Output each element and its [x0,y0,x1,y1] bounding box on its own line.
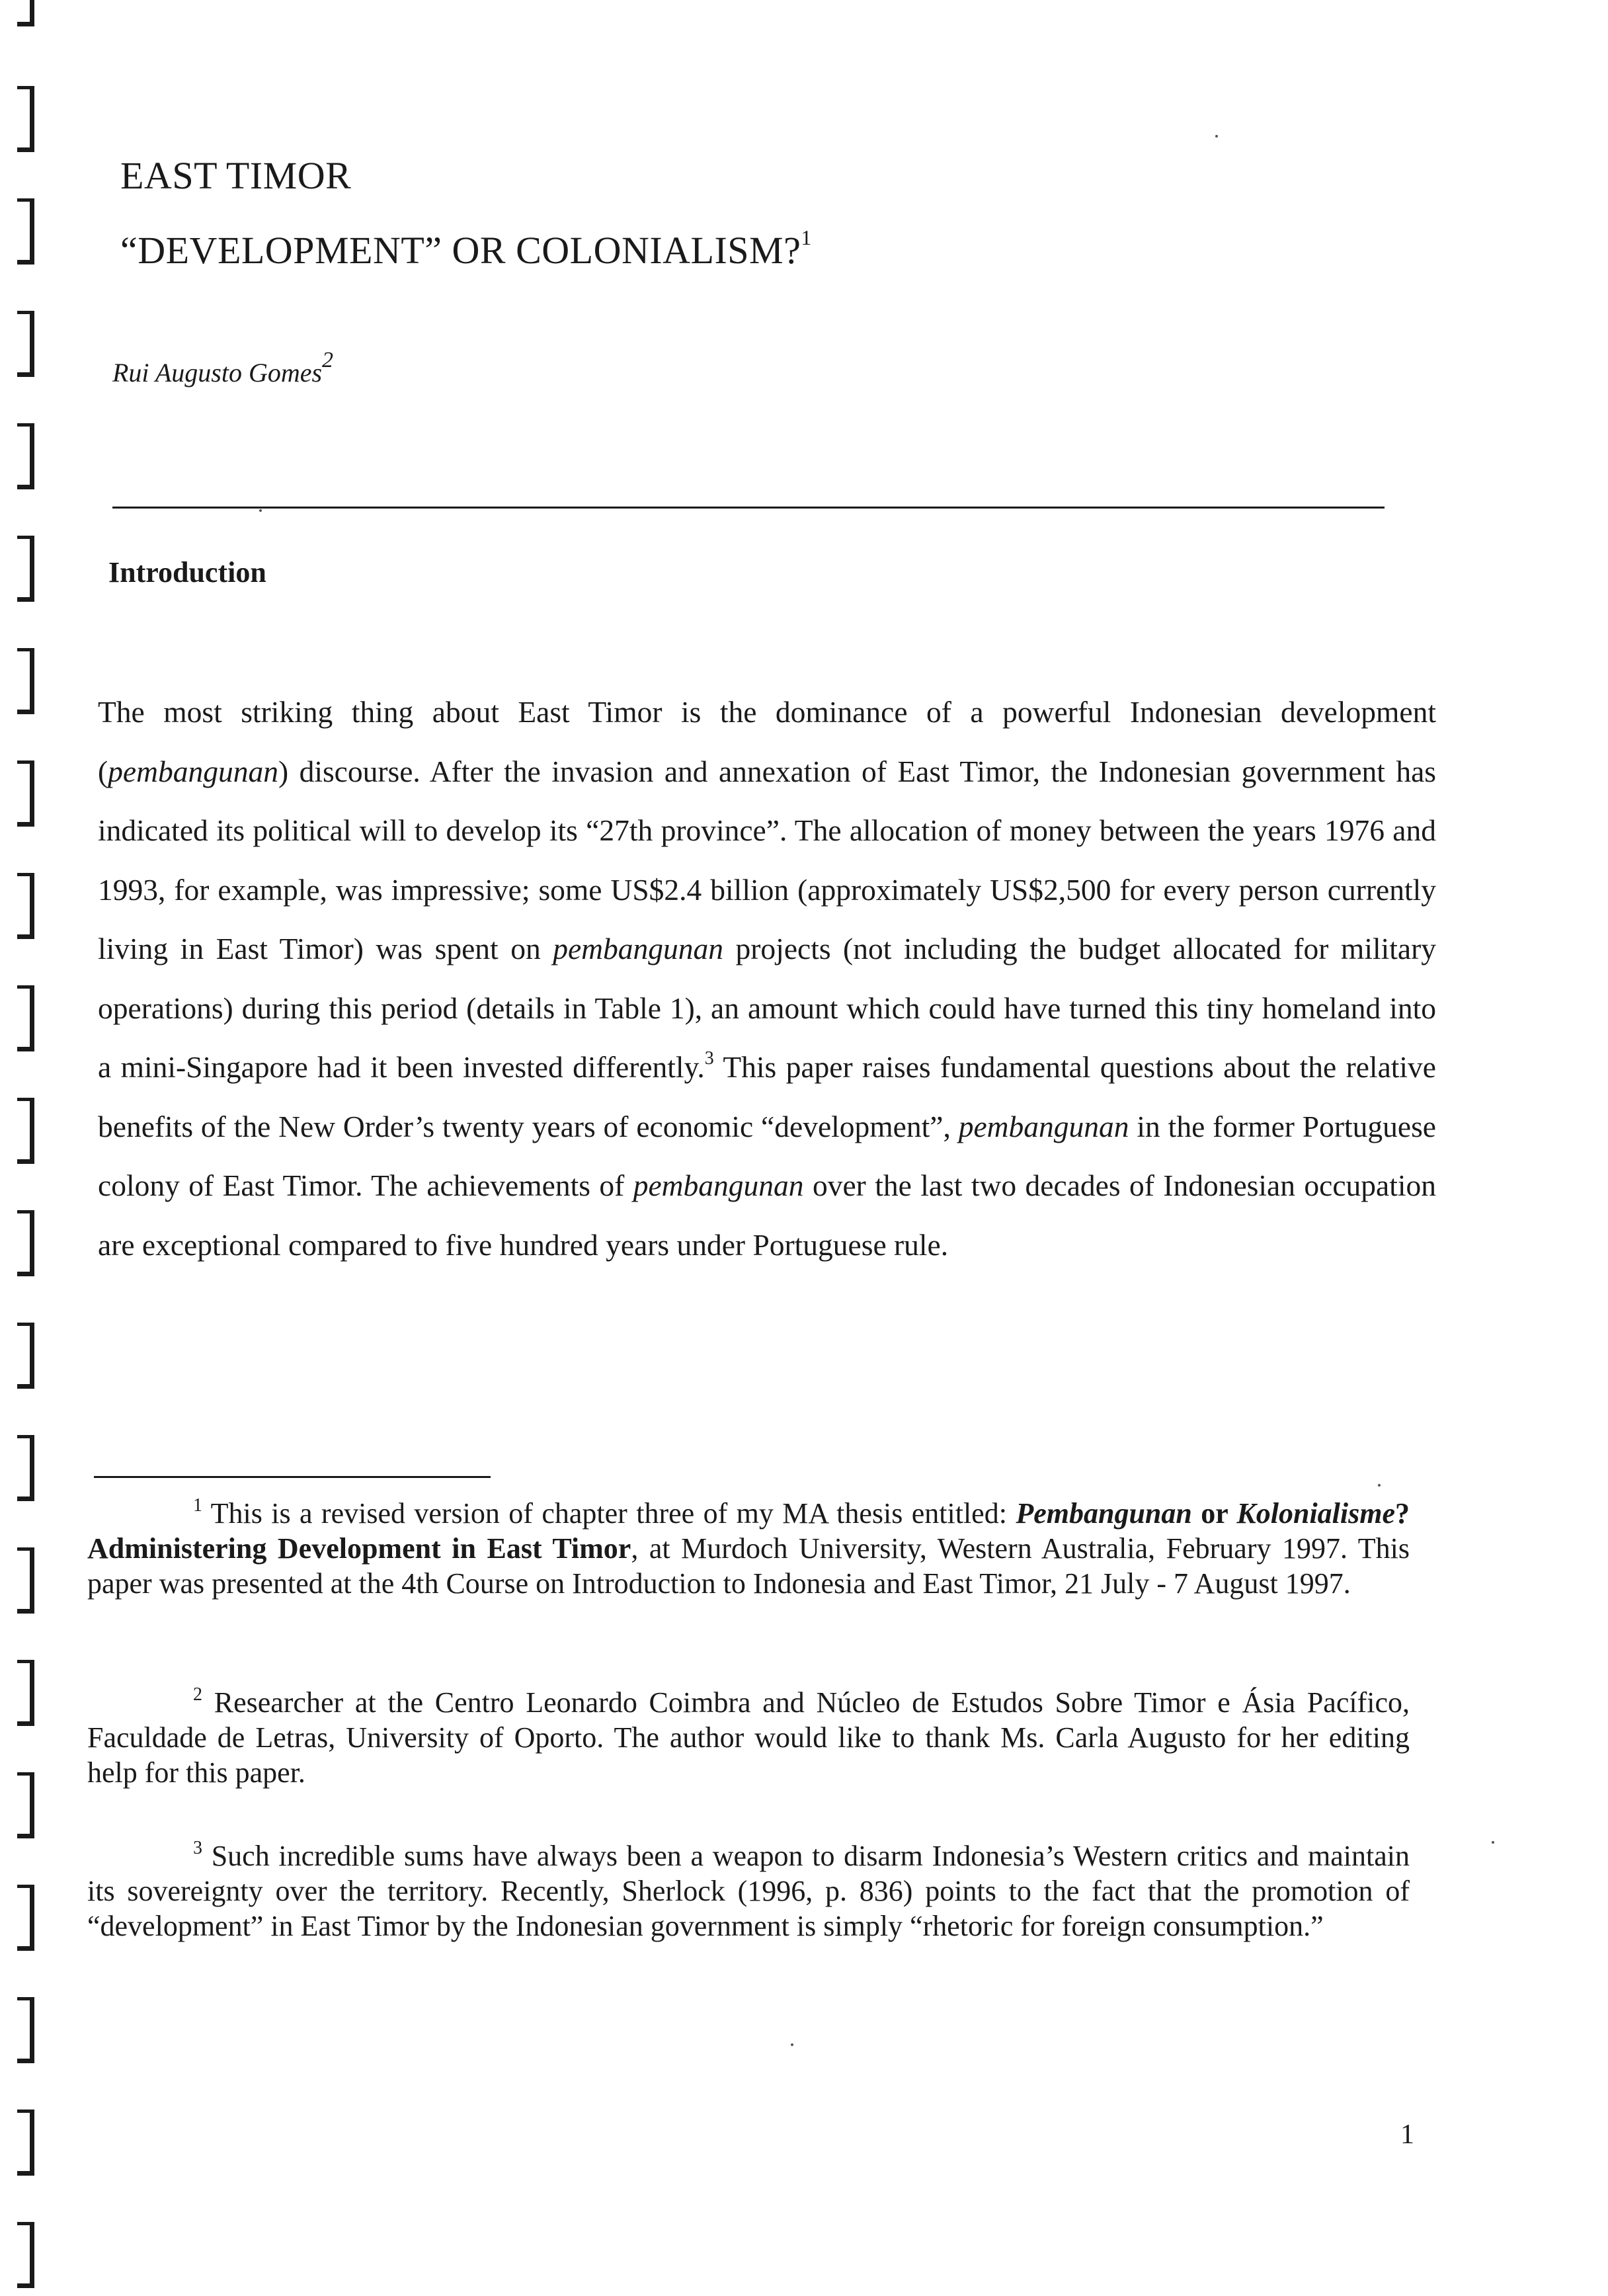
binding-ring [17,423,34,489]
body-italic-term: pembangunan [108,754,278,788]
title-divider [112,507,1385,509]
binding-ring [17,1547,34,1614]
body-text-run: projects (not including the budget allocated for military operations) during this period (details in Table 1), an amount which could have turned this tiny homeland into a mini-Singapore had it been invested differently. [98,932,1436,1084]
binding-ring [17,648,34,714]
scan-speck [259,509,262,512]
binding-ring [17,311,34,377]
footnote-bold: ? Administering Development in East Timor [87,1497,1410,1565]
binding-ring [17,1885,34,1951]
footnote-bold: or [1191,1497,1237,1530]
paper-title-text: “DEVELOPMENT” OR COLONIALISM? [120,229,801,272]
scan-speck [1215,135,1218,138]
footnote-bold-italic: Pembangunan [1016,1497,1192,1530]
binding-ring [17,1772,34,1838]
body-italic-term: pembangunan [633,1168,804,1202]
footnote-1 [87,1496,1410,1601]
body-paragraph [98,682,1436,1274]
body-text-run: in the former Portuguese colony of East Timor. The achievements of [98,1109,1436,1202]
footnote-bold-italic: Kolonialisme [1236,1497,1395,1530]
footnote-number: 3 [193,1838,202,1858]
title-footnote-marker: 1 [801,226,812,249]
binding-ring [17,0,34,26]
author-text: Rui Augusto Gomes [112,358,323,388]
footnote-number: 1 [193,1495,202,1516]
scan-speck [791,2043,793,2046]
binding-ring [17,760,34,827]
scan-speck [1492,1841,1494,1844]
author-footnote-marker: 2 [322,348,334,372]
author-name [112,348,334,388]
body-text-run: over the last two decades of Indonesian occupation are exceptional compared to five hundred years under Portuguese rule. [98,1168,1436,1262]
section-heading: Introduction [108,556,266,589]
binding-ring [17,2222,34,2288]
footnote-number: 2 [193,1684,202,1705]
body-text-run: ) discourse. After the invasion and annexation of East Timor, the Indonesian government has indicated its political will to develop its “27th province”. The allocation of money between the years 1976 and 1993, for example, was impressive; some US$2.4 billion (approximately US$2,500 for every person currently living in East Timor) was spent on [98,754,1436,965]
body-italic-term: pembangunan [958,1109,1129,1143]
footnote-3 [87,1838,1410,1944]
body-footnote-marker: 3 [704,1048,714,1069]
paper-title-line-1: EAST TIMOR [120,154,352,197]
binding-ring [17,1660,34,1726]
binding-ring [17,86,34,152]
body-text-run: This paper raises fundamental questions about the relative benefits of the New Order’s twenty years of economic “development”, [98,1050,1436,1143]
footnote-divider [94,1476,491,1478]
spiral-binding-edge [0,0,73,2296]
scan-speck [1378,1484,1381,1487]
footnote-text-run: Such incredible sums have always been a weapon to disarm Indonesia’s Western critics and maintain its sovereignty over the territory. Recently, Sherlock (1996, p. 836) points to the fact that the promotion of “development” in East Timor by the Indonesian government is simply “rhetoric for foreign consumption.” [87,1840,1410,1942]
binding-ring [17,1435,34,1501]
footnote-2 [87,1685,1410,1790]
binding-ring [17,1997,34,2063]
binding-ring [17,1098,34,1164]
body-text-run: The most striking thing about East Timor is the dominance of a powerful Indonesian development ( [98,695,1436,788]
page-number: 1 [1400,2119,1414,2150]
binding-ring [17,2110,34,2176]
binding-ring [17,873,34,939]
binding-ring [17,198,34,265]
paper-title-line-2 [120,228,812,272]
footnote-text-run: Researcher at the Centro Leonardo Coimbra and Núcleo de Estudos Sobre Timor e Ásia Pacífico, Faculdade de Letras, University of Oporto. The author would like to thank Ms. Carla Augusto for her editing help for this paper. [87,1686,1410,1789]
binding-ring [17,985,34,1051]
binding-ring [17,536,34,602]
footnote-text-run: , at Murdoch University, Western Australia, February 1997. This paper was presented at the 4th Course on Introduction to Indonesia and East Timor, 21 July - 7 August 1997. [87,1532,1410,1600]
body-italic-term: pembangunan [553,932,724,965]
binding-ring [17,1210,34,1276]
binding-ring [17,1323,34,1389]
footnote-text-run: This is a revised version of chapter three of my MA thesis entitled: [210,1497,1016,1530]
